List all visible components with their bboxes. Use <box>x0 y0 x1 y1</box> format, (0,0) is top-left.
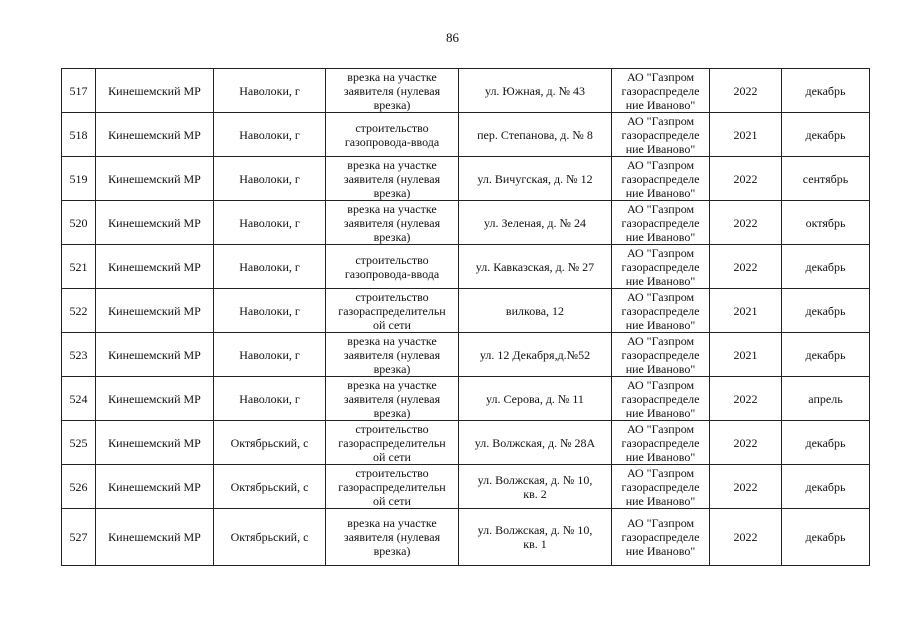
table-row <box>62 201 870 245</box>
locality-cell: Наволоки, г <box>214 333 326 377</box>
year-cell: 2022 <box>710 245 782 289</box>
district-cell: Кинешемский МР <box>96 289 214 333</box>
address-cell: ул. 12 Декабря,д.№52 <box>459 333 612 377</box>
table-row <box>62 69 870 113</box>
month-cell: декабрь <box>782 421 870 465</box>
month-cell: декабрь <box>782 245 870 289</box>
row-number: 527 <box>62 509 96 566</box>
work-type-cell: строительство газораспределительн ой сети <box>326 289 459 333</box>
organization-cell: АО "Газпром газораспределе ние Иваново" <box>612 69 710 113</box>
month-cell: декабрь <box>782 113 870 157</box>
address-cell: ул. Волжская, д. № 10, кв. 1 <box>459 509 612 566</box>
locality-cell: Наволоки, г <box>214 201 326 245</box>
table-row <box>62 333 870 377</box>
table-row <box>62 377 870 421</box>
organization-cell: АО "Газпром газораспределе ние Иваново" <box>612 245 710 289</box>
year-cell: 2022 <box>710 465 782 509</box>
year-cell: 2021 <box>710 113 782 157</box>
district-cell: Кинешемский МР <box>96 377 214 421</box>
month-cell: декабрь <box>782 69 870 113</box>
year-cell: 2022 <box>710 377 782 421</box>
table-row <box>62 113 870 157</box>
district-cell: Кинешемский МР <box>96 333 214 377</box>
year-cell: 2022 <box>710 157 782 201</box>
table-row <box>62 465 870 509</box>
row-number: 522 <box>62 289 96 333</box>
work-type-cell: строительство газопровода-ввода <box>326 113 459 157</box>
district-cell: Кинешемский МР <box>96 69 214 113</box>
row-number: 524 <box>62 377 96 421</box>
organization-cell: АО "Газпром газораспределе ние Иваново" <box>612 421 710 465</box>
locality-cell: Наволоки, г <box>214 157 326 201</box>
address-cell: ул. Серова, д. № 11 <box>459 377 612 421</box>
year-cell: 2022 <box>710 201 782 245</box>
month-cell: апрель <box>782 377 870 421</box>
table-row <box>62 509 870 566</box>
work-type-cell: строительство газораспределительн ой сети <box>326 421 459 465</box>
month-cell: декабрь <box>782 465 870 509</box>
organization-cell: АО "Газпром газораспределе ние Иваново" <box>612 113 710 157</box>
locality-cell: Наволоки, г <box>214 377 326 421</box>
month-cell: декабрь <box>782 509 870 566</box>
month-cell: декабрь <box>782 333 870 377</box>
row-number: 520 <box>62 201 96 245</box>
gasification-table <box>61 68 870 566</box>
district-cell: Кинешемский МР <box>96 421 214 465</box>
organization-cell: АО "Газпром газораспределе ние Иваново" <box>612 289 710 333</box>
district-cell: Кинешемский МР <box>96 245 214 289</box>
district-cell: Кинешемский МР <box>96 201 214 245</box>
work-type-cell: врезка на участке заявителя (нулевая врезка) <box>326 509 459 566</box>
organization-cell: АО "Газпром газораспределе ние Иваново" <box>612 509 710 566</box>
page-number: 86 <box>446 30 459 45</box>
table-row <box>62 157 870 201</box>
row-number: 518 <box>62 113 96 157</box>
row-number: 521 <box>62 245 96 289</box>
district-cell: Кинешемский МР <box>96 113 214 157</box>
district-cell: Кинешемский МР <box>96 465 214 509</box>
work-type-cell: врезка на участке заявителя (нулевая врезка) <box>326 69 459 113</box>
locality-cell: Наволоки, г <box>214 113 326 157</box>
month-cell: октябрь <box>782 201 870 245</box>
address-cell: ул. Кавказская, д. № 27 <box>459 245 612 289</box>
month-cell: декабрь <box>782 289 870 333</box>
address-cell: ул. Волжская, д. № 10, кв. 2 <box>459 465 612 509</box>
year-cell: 2022 <box>710 421 782 465</box>
locality-cell: Октябрьский, с <box>214 421 326 465</box>
work-type-cell: врезка на участке заявителя (нулевая врезка) <box>326 377 459 421</box>
organization-cell: АО "Газпром газораспределе ние Иваново" <box>612 465 710 509</box>
row-number: 519 <box>62 157 96 201</box>
organization-cell: АО "Газпром газораспределе ние Иваново" <box>612 157 710 201</box>
row-number: 523 <box>62 333 96 377</box>
organization-cell: АО "Газпром газораспределе ние Иваново" <box>612 377 710 421</box>
district-cell: Кинешемский МР <box>96 157 214 201</box>
address-cell: ул. Вичугская, д. № 12 <box>459 157 612 201</box>
row-number: 525 <box>62 421 96 465</box>
locality-cell: Наволоки, г <box>214 245 326 289</box>
row-number: 517 <box>62 69 96 113</box>
address-cell: ул. Южная, д. № 43 <box>459 69 612 113</box>
address-cell: вилкова, 12 <box>459 289 612 333</box>
organization-cell: АО "Газпром газораспределе ние Иваново" <box>612 201 710 245</box>
locality-cell: Наволоки, г <box>214 69 326 113</box>
locality-cell: Наволоки, г <box>214 289 326 333</box>
organization-cell: АО "Газпром газораспределе ние Иваново" <box>612 333 710 377</box>
locality-cell: Октябрьский, с <box>214 465 326 509</box>
year-cell: 2021 <box>710 289 782 333</box>
year-cell: 2021 <box>710 333 782 377</box>
work-type-cell: строительство газопровода-ввода <box>326 245 459 289</box>
row-number: 526 <box>62 465 96 509</box>
month-cell: сентябрь <box>782 157 870 201</box>
work-type-cell: врезка на участке заявителя (нулевая врезка) <box>326 201 459 245</box>
district-cell: Кинешемский МР <box>96 509 214 566</box>
locality-cell: Октябрьский, с <box>214 509 326 566</box>
year-cell: 2022 <box>710 509 782 566</box>
table-row <box>62 289 870 333</box>
table-row <box>62 245 870 289</box>
work-type-cell: строительство газораспределительн ой сети <box>326 465 459 509</box>
address-cell: ул. Волжская, д. № 28А <box>459 421 612 465</box>
address-cell: пер. Степанова, д. № 8 <box>459 113 612 157</box>
work-type-cell: врезка на участке заявителя (нулевая врезка) <box>326 157 459 201</box>
year-cell: 2022 <box>710 69 782 113</box>
work-type-cell: врезка на участке заявителя (нулевая врезка) <box>326 333 459 377</box>
address-cell: ул. Зеленая, д. № 24 <box>459 201 612 245</box>
table-row <box>62 421 870 465</box>
